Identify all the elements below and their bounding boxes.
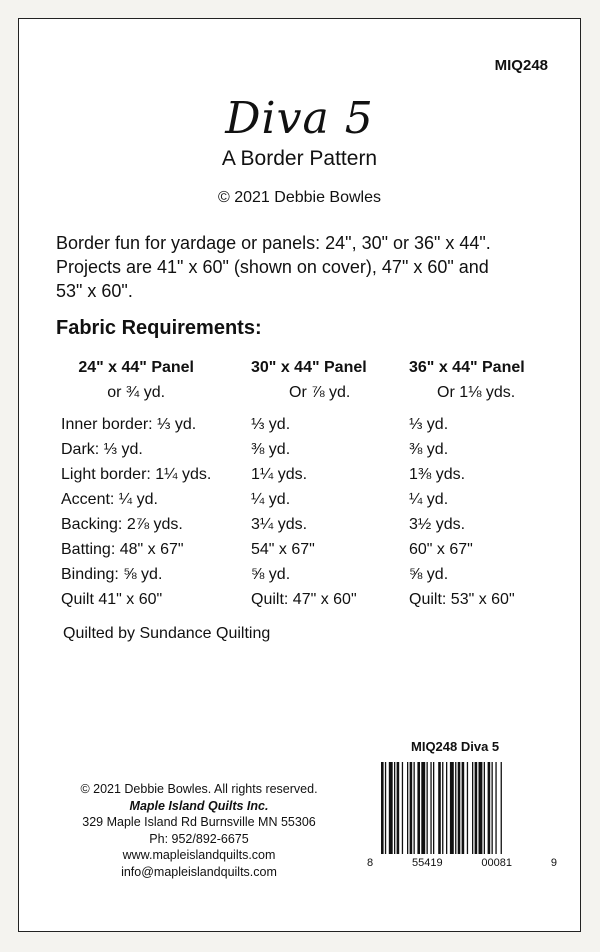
barcode-bar [430, 762, 431, 854]
requirement-row: ⅝ yd. [251, 566, 291, 583]
requirement-row: Quilt: 47" x 60" [251, 591, 357, 608]
requirement-row: Accent: ¼ yd. [61, 491, 158, 508]
copyright-line: © 2021 Debbie Bowles [218, 189, 381, 206]
barcode-bar [472, 762, 473, 854]
requirement-row: 1⅜ yds. [409, 466, 466, 483]
column-header: 36" x 44" Panel [409, 359, 525, 376]
barcode-digit-group: 8 [367, 857, 374, 869]
requirement-row: 54" x 67" [251, 541, 315, 558]
barcode-bar [484, 762, 485, 854]
barcode-bar [402, 762, 403, 854]
barcode-bar [488, 762, 491, 854]
barcode-bar [479, 762, 483, 854]
column-subheader: Or 1⅛ yds. [437, 384, 516, 401]
barcode-bar [446, 762, 447, 854]
requirement-row: ⅓ yd. [409, 416, 449, 433]
barcode-digit-group: 00081 [481, 857, 512, 869]
requirement-row: Dark: ⅓ yd. [61, 441, 143, 458]
barcode-bar [475, 762, 478, 854]
barcode-digits [367, 857, 557, 869]
barcode-bar [438, 762, 441, 854]
barcode [381, 762, 547, 854]
fabric-requirements-heading: Fabric Requirements: [56, 317, 262, 339]
pattern-title: Diva 5 [225, 93, 374, 144]
requirement-row: 1¼ yds. [251, 466, 308, 483]
publisher-info [19, 781, 379, 880]
pattern-subtitle: A Border Pattern [221, 147, 378, 170]
company-name: Maple Island Quilts Inc. [129, 798, 269, 813]
column-header: 30" x 44" Panel [251, 359, 367, 376]
panel-column-24 [61, 359, 211, 612]
column-subheader: Or ⅞ yd. [289, 384, 351, 401]
barcode-digit-group: 9 [550, 857, 557, 869]
requirement-row: ¼ yd. [409, 491, 449, 508]
intro-line: Border fun for yardage or panels: 24", 30" or 36" x 44". [56, 233, 491, 253]
barcode-bar [407, 762, 408, 854]
product-code: MIQ248 [494, 57, 548, 74]
intro-text [56, 231, 576, 303]
email-line: info@mapleislandquilts.com [121, 864, 277, 879]
barcode-bar [385, 762, 386, 854]
barcode-label: MIQ248 Diva 5 [411, 739, 500, 754]
barcode-bar [389, 762, 393, 854]
quilted-by: Quilted by Sundance Quilting [63, 625, 271, 642]
requirement-row: ⅝ yd. [409, 566, 449, 583]
barcode-bar [455, 762, 456, 854]
requirement-row: ⅜ yd. [409, 441, 449, 458]
pattern-back-cover [18, 18, 581, 932]
barcode-bar [417, 762, 420, 854]
requirement-row: 3¼ yds. [251, 516, 308, 533]
requirement-row: Light border: 1¼ yds. [61, 466, 212, 483]
barcode-bar [427, 762, 428, 854]
requirement-row: ¼ yd. [251, 491, 291, 508]
barcode-bar [442, 762, 443, 854]
requirement-row: ⅓ yd. [251, 416, 291, 433]
barcode-bar [467, 762, 468, 854]
panel-column-30 [251, 359, 367, 612]
barcode-bar [394, 762, 395, 854]
requirement-row: 60" x 67" [409, 541, 473, 558]
address-line: 329 Maple Island Rd Burnsville MN 55306 [82, 815, 316, 829]
requirement-row: 3½ yds. [409, 516, 466, 533]
barcode-bar [495, 762, 496, 854]
barcode-bar [421, 762, 425, 854]
website-line: www.mapleislandquilts.com [122, 848, 276, 862]
barcode-bar [414, 762, 415, 854]
barcode-bar [381, 762, 384, 854]
barcode-bar [462, 762, 465, 854]
requirement-row: ⅜ yd. [251, 441, 291, 458]
requirement-row: Quilt 41" x 60" [61, 591, 163, 608]
intro-line: Projects are 41" x 60" (shown on cover), 47" x 60" and [56, 257, 489, 277]
barcode-bar [458, 762, 461, 854]
panel-column-36 [409, 359, 525, 612]
intro-line: 53" x 60". [56, 281, 133, 301]
barcode-bar [501, 762, 502, 854]
requirement-row: Quilt: 53" x 60" [409, 591, 515, 608]
requirement-row: Binding: ⅝ yd. [61, 566, 163, 583]
rights-line: © 2021 Debbie Bowles. All rights reserved. [80, 782, 318, 796]
requirement-row: Backing: 2⅞ yds. [61, 516, 183, 533]
barcode-digit-group: 55419 [411, 857, 443, 869]
requirement-row: Inner border: ⅓ yd. [61, 416, 197, 433]
requirement-row: Batting: 48" x 67" [61, 541, 184, 558]
barcode-bar [450, 762, 454, 854]
column-header: 24" x 44" Panel [78, 359, 194, 376]
barcode-bar [397, 762, 400, 854]
barcode-bar [410, 762, 413, 854]
phone-line: Ph: 952/892-6675 [149, 831, 249, 846]
column-subheader: or ¾ yd. [107, 384, 166, 401]
barcode-bar [492, 762, 493, 854]
barcode-bar [433, 762, 434, 854]
